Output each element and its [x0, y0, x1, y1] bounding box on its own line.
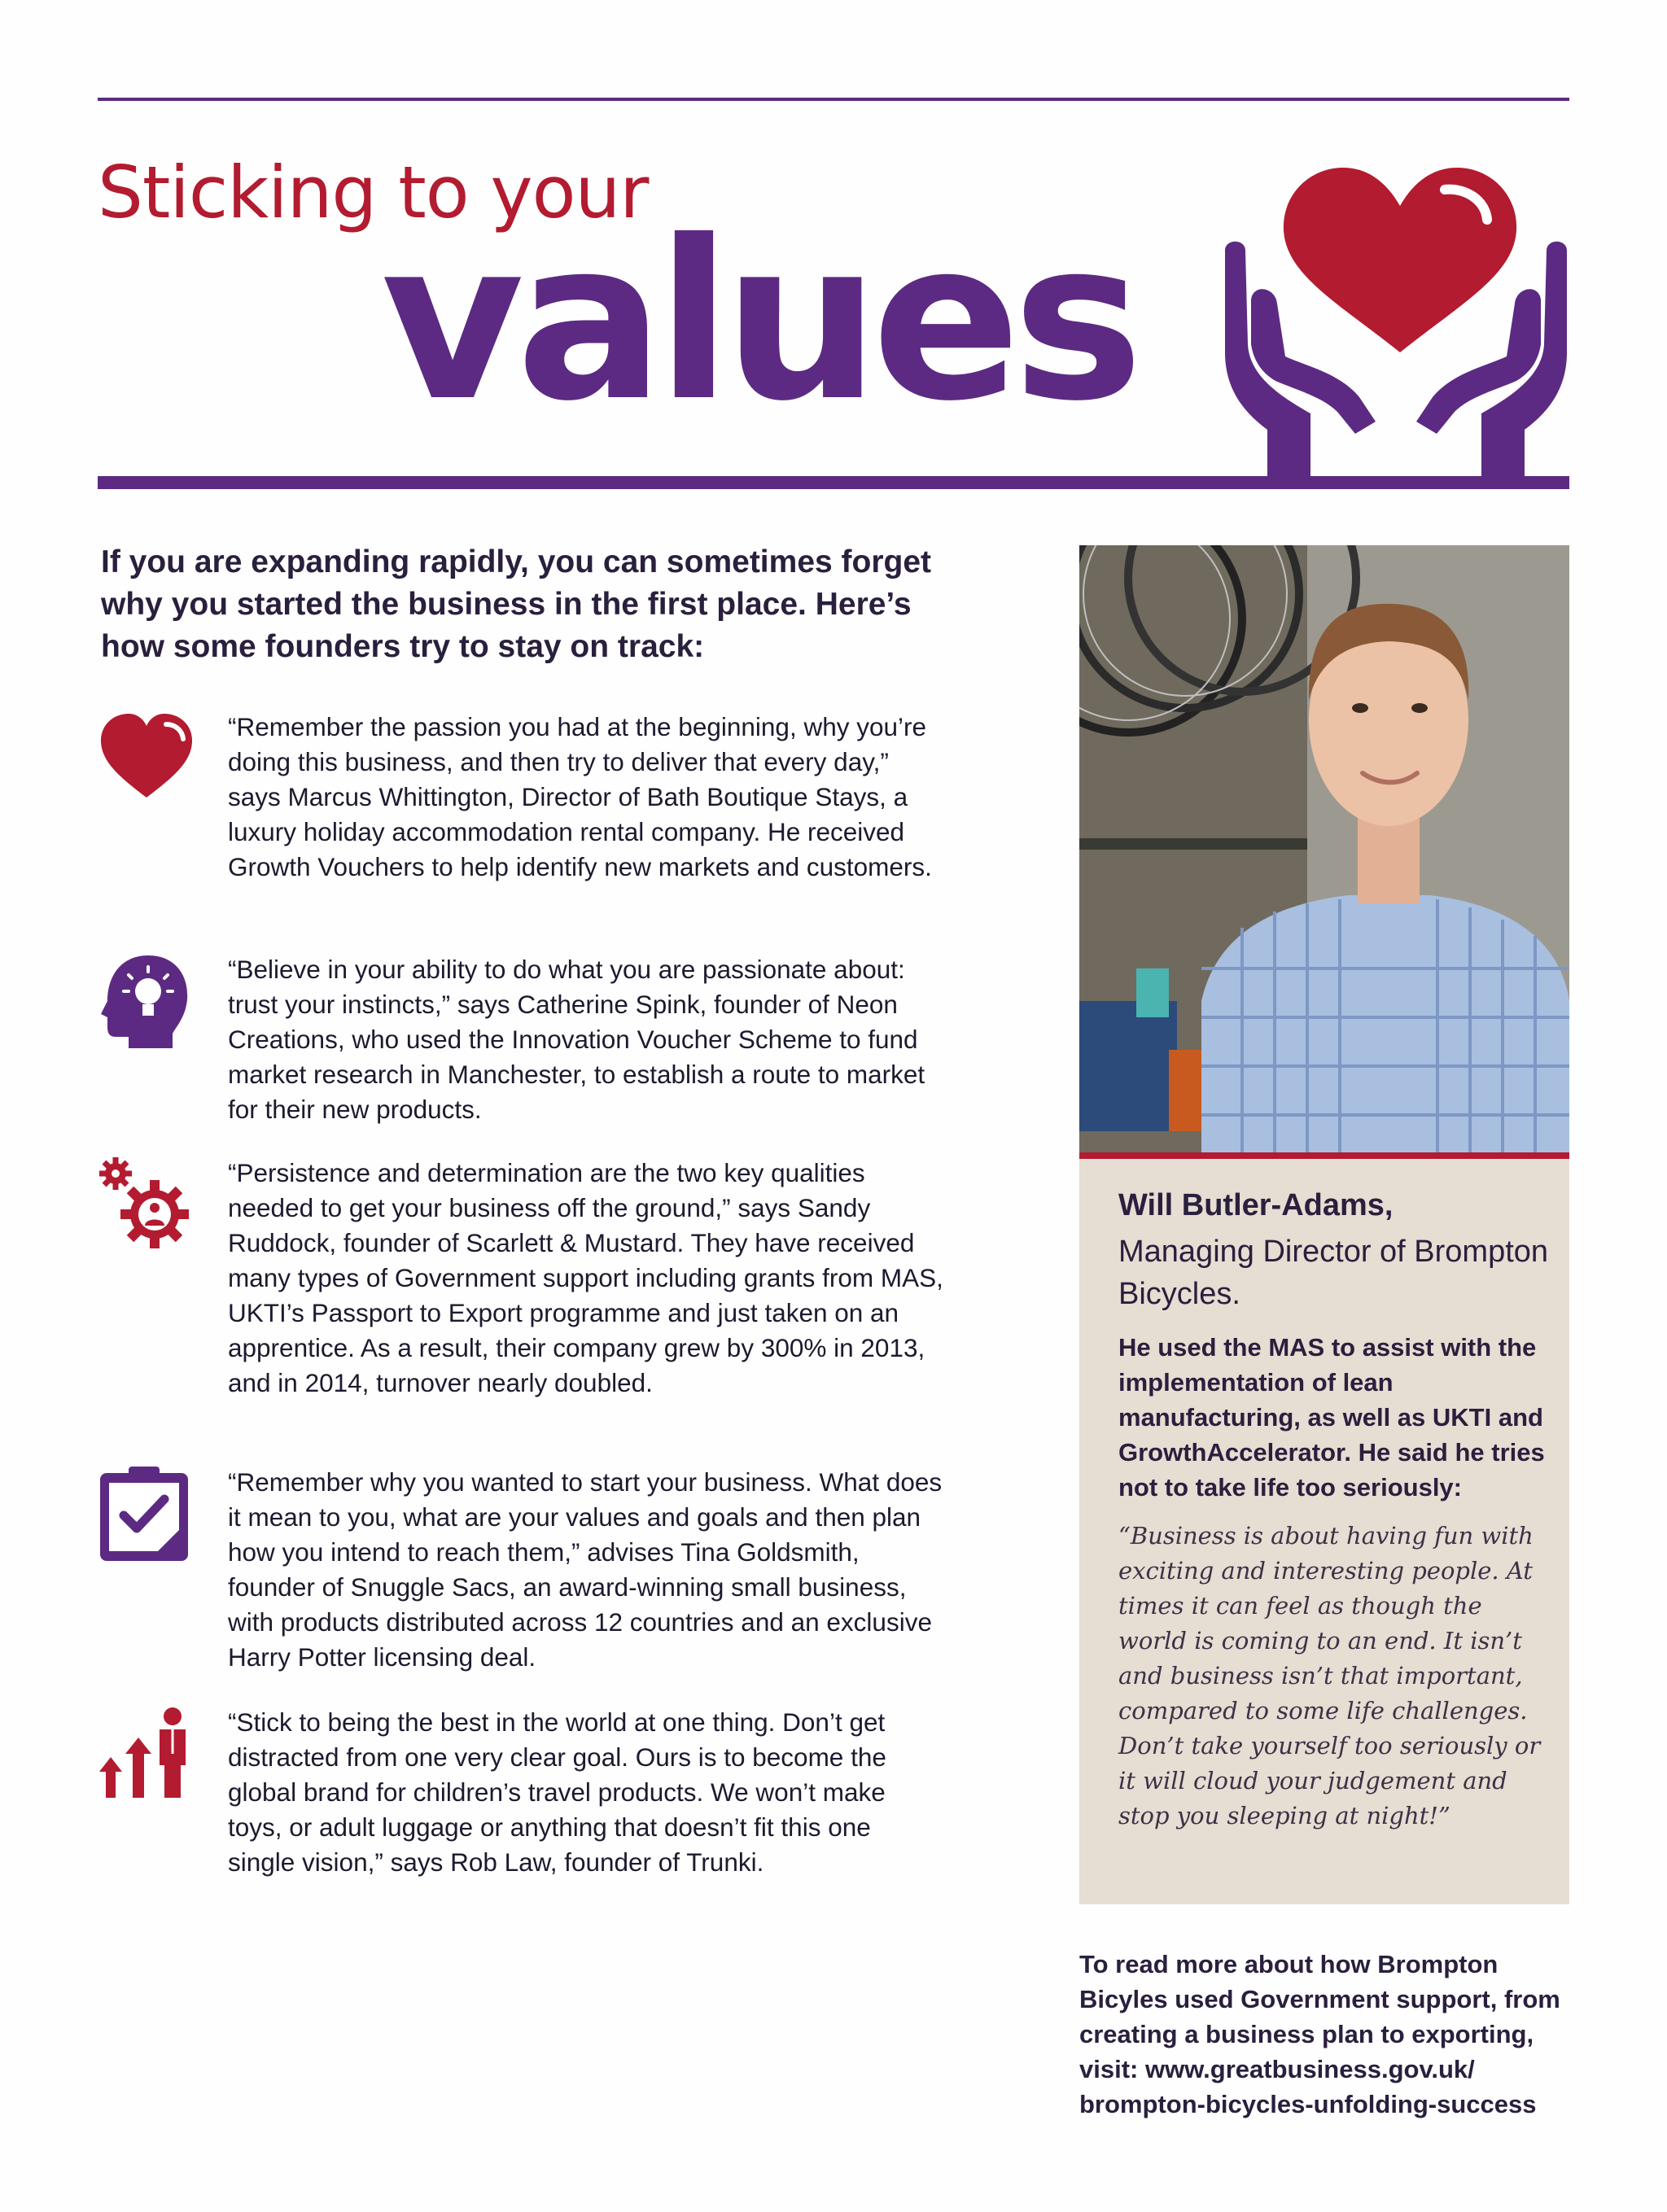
profile-bio: He used the MAS to assist with the implementation of lean manufacturing, as well as UKTI and GrowthAccelerator. He said he tries not to take life too seriously:: [1118, 1333, 1545, 1502]
clipboard-check-icon: [98, 1465, 195, 1563]
title-line-2: values: [381, 193, 1135, 449]
photo-divider: [1079, 1152, 1569, 1159]
gears-person-icon: [98, 1156, 195, 1253]
intro-text: If you are expanding rapidly, you can sometimes forget why you started the business in the first place. Here’s how some founders try to stay on track:: [101, 544, 932, 664]
tip-text: “Stick to being the best in the world at one thing. Don’t get distracted from one very clear goal. Ours is to become the global brand for children’s travel products. We won’t make toys, or adult luggage or anything that doesn’t fit this one single vision,” says Rob Law, founder of Trunki.: [228, 1707, 886, 1877]
profile-quote: “Business is about having fun with exciting and interesting people. At times it can feel as though the world is coming to an end. It isn’t and business isn’t that important, compared to some life challenges. Don’t take yourself too seriously or it will cloud your judgement and stop you sleeping at night!”: [1118, 1522, 1541, 1829]
profile-photo: [1079, 545, 1569, 1152]
title-line-1: Sticking to your: [98, 151, 649, 234]
hands-holding-heart-icon: [1217, 153, 1575, 479]
profile-panel: [1079, 1159, 1569, 1904]
profile-name: Will Butler-Adams,: [1118, 1188, 1394, 1222]
profile-role: Managing Director of Brompton Bicycles.: [1118, 1235, 1549, 1311]
heart-icon: [98, 710, 195, 807]
tip-text: “Remember the passion you had at the beginning, why you’re doing this business, and then try to deliver that every day,” says Marcus Whittington, Director of Bath Boutique Stays, a luxury holiday accommodation rental company. He received Growth Vouchers to help identify new markets and customers.: [228, 712, 932, 881]
tip-text: “Persistence and determination are the two key qualities needed to get your business off the ground,” says Sandy Ruddock, founder of Scarlett & Mustard. They have received many types of Government support including grants from MAS, UKTI’s Passport to Export programme and just taken on an apprentice. As a result, their company grew by 300% in 2013, and in 2014, turnover nearly doubled.: [228, 1158, 943, 1397]
tip-text: “Remember why you wanted to start your business. What does it mean to you, what are your values and goals and then plan how you intend to reach them,” advises Tina Goldsmith, founder of Snuggle Sacs, an award-winning small business, with products distributed across 12 countries and an exclusive Harry Potter licensing deal.: [228, 1467, 943, 1672]
top-divider: [98, 98, 1569, 101]
growth-arrows-person-icon: [98, 1705, 195, 1803]
title-divider: [98, 476, 1569, 489]
tip-text: “Believe in your ability to do what you are passionate about: trust your instincts,” says Catherine Spink, founder of Neon Creations, who used the Innovation Voucher Scheme to fund market research in Manchester, to establish a route to market for their new products.: [228, 955, 925, 1124]
read-more-text: To read more about how Brompton Bicyles used Government support, from creating a business plan to exporting, visit: www.greatbusiness.gov.uk/ brompton-bicycles-unfolding-success: [1079, 1950, 1560, 2118]
head-lightbulb-icon: [98, 952, 195, 1050]
